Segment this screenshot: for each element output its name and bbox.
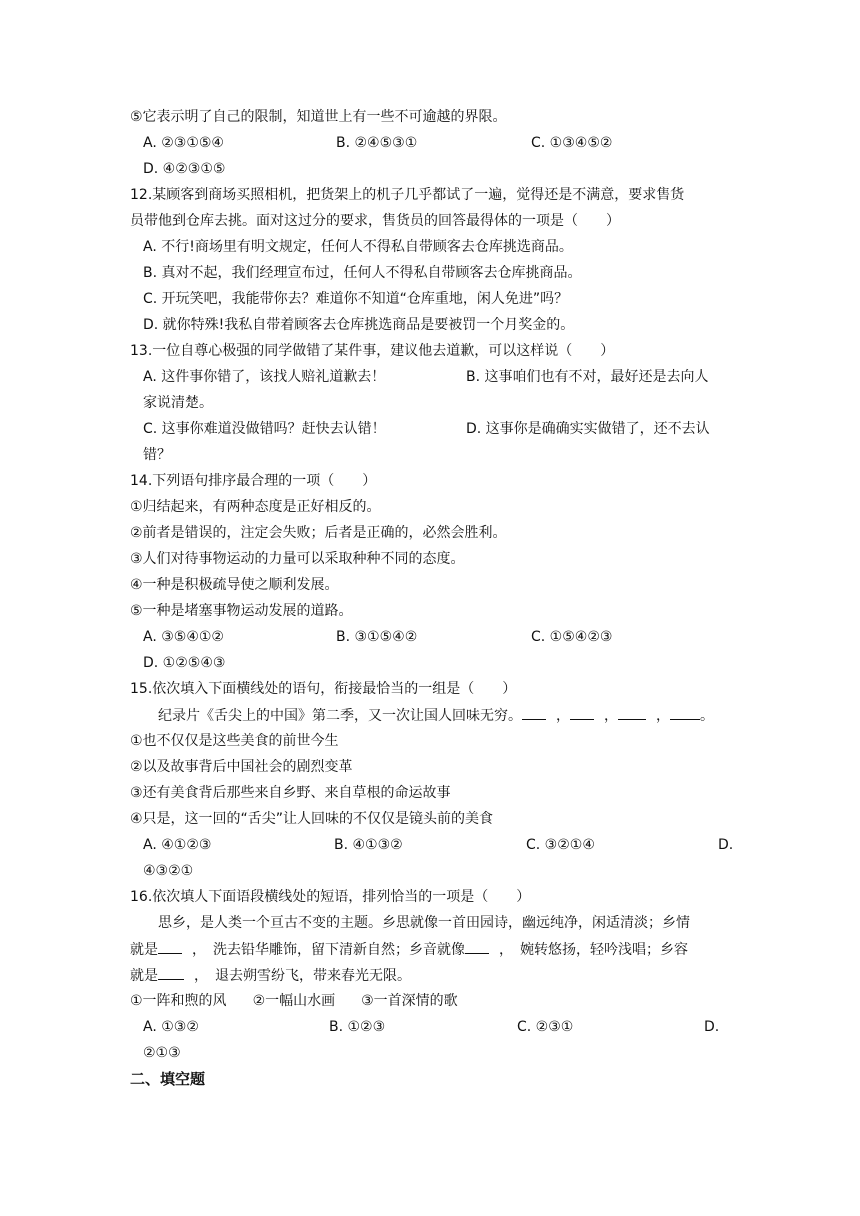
q14-stem: 14.下列语句排序最合理的一项（ ） <box>130 473 377 489</box>
q12-option-d[interactable]: D. 就你特殊!我私自带着顾客去仓库挑选商品是要被罚一个月奖金的。 <box>143 317 575 333</box>
q16-text: 就是 <box>130 968 158 984</box>
q11-item-5: ⑤它表示明了自己的限制，知道世上有一些不可逾越的界限。 <box>130 109 507 125</box>
q15-option-b[interactable]: B. ④①③② <box>334 837 403 853</box>
section-heading: 二、填空题 <box>130 1070 206 1088</box>
blank-4 <box>670 705 700 720</box>
q16-choice-2: ②一幅山水画 <box>252 993 336 1009</box>
q15-passage-text: 纪录片《舌尖上的中国》第二季，又一次让国人回味无穷。 <box>158 708 522 724</box>
q14-item-4: ④一种是积极疏导使之顺利发展。 <box>130 577 339 593</box>
q16-choices <box>130 991 458 1011</box>
blank-separator: ， <box>556 708 570 724</box>
q12-option-a[interactable]: A. 不行!商场里有明文规定，任何人不得私自带顾客去仓库挑选商品。 <box>143 239 573 255</box>
blank-separator: ， <box>604 708 618 724</box>
q15-passage-line <box>158 705 714 726</box>
q12-stem-line-1: 12.某顾客到商场买照相机，把货架上的机子几乎都试了一遍，觉得还是不满意，要求售货 <box>130 187 685 203</box>
blank-2 <box>465 939 489 954</box>
q11-option-a[interactable]: A. ②③①⑤④ <box>143 135 224 151</box>
q15-item-3: ③还有美食背后那些来自乡野、来自草根的命运故事 <box>130 785 451 801</box>
q16-text: ， 洗去铅华雕饰，留下清新自然；乡音就像 <box>192 942 465 958</box>
q12-option-b[interactable]: B. 真对不起，我们经理宣布过，任何人不得私自带顾客去仓库挑商品。 <box>143 265 582 281</box>
q16-stem: 16.依次填人下面语段横线处的短语，排列恰当的一项是（ ） <box>130 889 531 905</box>
q13-stem: 13.一位自尊心极强的同学做错了某件事，建议他去道歉，可以这样说（ ） <box>130 343 615 359</box>
q15-option-c[interactable]: C. ③②①④ <box>526 837 595 853</box>
q16-option-b[interactable]: B. ①②③ <box>329 1019 386 1035</box>
q16-passage-line-3 <box>130 965 411 986</box>
q13-option-b-continued: 家说清楚。 <box>143 395 213 411</box>
q16-option-a[interactable]: A. ①③② <box>143 1019 199 1035</box>
q14-option-d[interactable]: D. ①②⑤④③ <box>143 655 226 671</box>
q16-option-d[interactable]: D. <box>704 1019 720 1035</box>
q14-item-1: ①归结起来，有两种态度是正好相反的。 <box>130 499 381 515</box>
q16-text: ， 婉转悠扬，轻吟浅唱；乡容 <box>499 942 688 958</box>
q16-option-c[interactable]: C. ②③① <box>517 1019 574 1035</box>
q14-item-2: ②前者是错误的，注定会失败；后者是正确的，必然会胜利。 <box>130 525 507 541</box>
q16-text: 就是 <box>130 942 158 958</box>
q16-choice-1: ①一阵和煦的风 <box>130 993 227 1009</box>
q16-choice-3: ③一首深情的歌 <box>361 993 458 1009</box>
q11-option-d[interactable]: D. ④②③①⑤ <box>143 161 226 177</box>
blank-3 <box>618 705 646 720</box>
q13-option-d[interactable]: D. 这事你是确确实实做错了，还不去认 <box>466 421 710 437</box>
q12-option-c[interactable]: C. 开玩笑吧，我能带你去？难道你不知道“仓库重地，闲人免进”吗？ <box>143 291 569 307</box>
q13-option-b[interactable]: B. 这事咱们也有不对，最好还是去向人 <box>466 369 709 385</box>
q16-text: ， 退去朔雪纷飞，带来春光无限。 <box>194 968 411 984</box>
q15-stem: 15.依次填入下面横线处的语句，衔接最恰当的一组是（ ） <box>130 681 517 697</box>
blank-2 <box>570 705 594 720</box>
q11-option-c[interactable]: C. ①③④⑤② <box>531 135 613 151</box>
blank-separator: ， <box>656 708 670 724</box>
q11-option-b[interactable]: B. ②④⑤③① <box>336 135 418 151</box>
q12-stem-line-2: 员带他到仓库去挑。面对这过分的要求，售货员的回答最得体的一项是（ ） <box>130 213 620 229</box>
q15-item-4: ④只是，这一回的“舌尖”让人回味的不仅仅是镜头前的美食 <box>130 811 494 827</box>
sentence-end: 。 <box>700 708 714 724</box>
blank-3 <box>158 965 184 980</box>
q16-passage-line-1: 思乡，是人类一个亘古不变的主题。乡思就像一首田园诗，幽远纯净，闲适清淡；乡情 <box>158 915 690 931</box>
q15-option-d[interactable]: D. <box>718 837 734 853</box>
q15-item-2: ②以及故事背后中国社会的剧烈变革 <box>130 759 353 775</box>
q14-item-3: ③人们对待事物运动的力量可以采取种种不同的态度。 <box>130 551 465 567</box>
q16-passage-line-2 <box>130 939 688 960</box>
q13-option-c[interactable]: C. 这事你难道没做错吗？赶快去认错！ <box>143 421 386 437</box>
blank-1 <box>522 705 546 720</box>
blank-1 <box>158 939 182 954</box>
q15-option-d-continued: ④③②① <box>143 863 194 879</box>
q14-item-5: ⑤一种是堵塞事物运动发展的道路。 <box>130 603 353 619</box>
q16-option-d-continued: ②①③ <box>143 1045 181 1061</box>
q13-option-d-continued: 错？ <box>143 447 171 463</box>
q14-option-c[interactable]: C. ①⑤④②③ <box>531 629 613 645</box>
q13-option-a[interactable]: A. 这件事你错了，该找人赔礼道歉去！ <box>143 369 386 385</box>
q14-option-a[interactable]: A. ③⑤④①② <box>143 629 224 645</box>
q14-option-b[interactable]: B. ③①⑤④② <box>336 629 418 645</box>
q15-item-1: ①也不仅仅是这些美食的前世今生 <box>130 733 339 749</box>
q15-option-a[interactable]: A. ④①②③ <box>143 837 212 853</box>
